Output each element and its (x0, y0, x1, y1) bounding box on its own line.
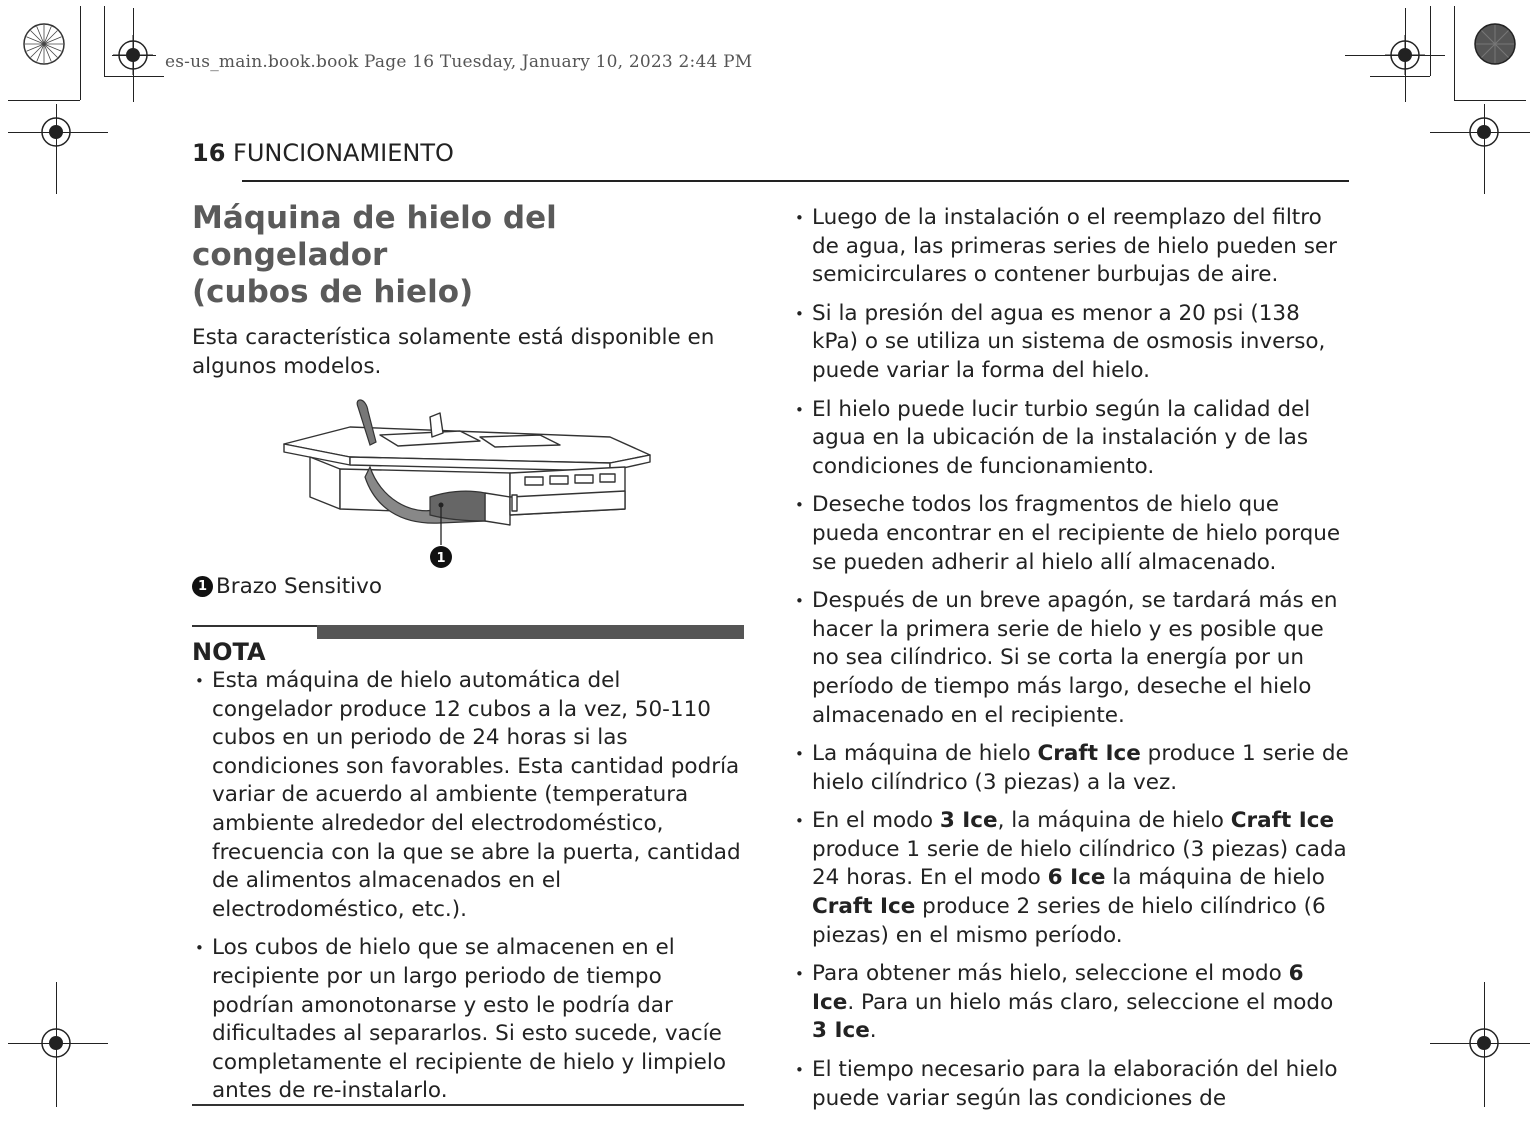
bold-term: 3 Ice (812, 1018, 870, 1044)
figure-caption (192, 572, 752, 601)
bold-term: 3 Ice (939, 808, 998, 834)
text-run: , la máquina de hielo (997, 808, 1231, 834)
text-run: . (869, 1018, 877, 1044)
bold-term: Craft Ice (1037, 741, 1141, 767)
right-column (792, 204, 1352, 1123)
registration-mark-icon (113, 35, 153, 75)
note-item: • Los cubos de hielo que se almacenen en el recipiente por un largo periodo de tiempo podrían amonotonarse y esto le podría dar dificultades al separarlos. Si esto sucede, vacíe completamente el recipiente de hielo y limpielo antes de re-instalarlo. (192, 934, 744, 1106)
print-slug: es-us_main.book.book Page 16 Tuesday, January 10, 2023 2:44 PM (165, 52, 753, 72)
left-column (192, 200, 752, 1116)
registration-mark-icon (36, 112, 76, 152)
list-item-ice-modes (792, 807, 1352, 950)
note-bottom-rule (192, 1104, 744, 1106)
registration-mark-icon (36, 1023, 76, 1063)
list-item-mode-select (792, 960, 1352, 1046)
list-item-craft-ice (792, 740, 1352, 797)
color-rosette-dark-icon (1473, 22, 1517, 66)
section-title-line1: Máquina de hielo del congelador (192, 200, 557, 273)
text-run: produce 1 serie de hielo cilíndrico (3 piezas) a la vez. (812, 741, 1349, 795)
section-name: FUNCIONAMIENTO (233, 139, 454, 167)
bold-term: 6 Ice (1047, 865, 1106, 891)
text-run: Para obtener más hielo, seleccione el modo (812, 961, 1289, 987)
text-run: En el modo (812, 808, 940, 834)
list-item: • El hielo puede lucir turbio según la calidad del agua en la ubicación de la instalación y de las condiciones de funcionamiento. (792, 396, 1352, 482)
bold-term: Craft Ice (1230, 808, 1335, 834)
right-bullet-list (792, 204, 1352, 1113)
registration-mark-icon (1385, 35, 1425, 75)
note-rule-thick (317, 625, 744, 639)
list-item: • El tiempo necesario para la elaboración del hielo puede variar según las condiciones de (792, 1056, 1352, 1113)
caption-number: 1 (192, 576, 213, 597)
text-run: La máquina de hielo (812, 741, 1038, 767)
text-run: produce 1 serie de hielo cilíndrico (3 piezas) cada 24 horas. En el modo (812, 836, 1347, 891)
text-run: la máquina de hielo (1105, 865, 1325, 891)
note-rule-thin (192, 625, 317, 627)
color-rosette-icon (22, 22, 66, 66)
list-item: • Si la presión del agua es menor a 20 psi (138 kPa) o se utiliza un sistema de osmosis inverso, puede variar la forma del hielo. (792, 300, 1352, 386)
note-box (192, 625, 744, 1106)
bold-term: Craft Ice (812, 894, 916, 920)
registration-mark-icon (1464, 112, 1504, 152)
note-item: • Esta máquina de hielo automática del congelador produce 12 cubos a la vez, 50-110 cubos en un periodo de 24 horas si las condiciones son favorables. Esta cantidad podría variar de acuerdo al ambiente (temperatura ambiente alrededor del electrodoméstico, frecuencia con la que se abre la puerta, cantidad de alimentos almacenados en el electrodoméstico, etc.). (192, 667, 744, 924)
ice-maker-figure (280, 397, 660, 572)
text-run: . Para un hielo más claro, seleccione el modo (847, 989, 1334, 1015)
section-title-line2: (cubos de hielo) (192, 274, 474, 310)
note-title: NOTA (192, 638, 266, 666)
running-head (192, 139, 454, 167)
caption-text: Brazo Sensitivo (216, 574, 382, 599)
list-item: • Luego de la instalación o el reemplazo del filtro de agua, las primeras series de hielo pueden ser semicirculares o contener burbujas de aire. (792, 204, 1352, 290)
figure-callout-number: 1 (436, 551, 446, 566)
bold-term: 6 Ice (812, 961, 1304, 1015)
registration-mark-icon (1464, 1023, 1504, 1063)
text-run: produce 2 series de hielo cilíndrico (6 piezas) en el mismo período. (812, 894, 1326, 948)
header-rule (242, 180, 1349, 182)
list-item: • Deseche todos los fragmentos de hielo que pueda encontrar en el recipiente de hielo porque se pueden adherir al hielo allí almacenado. (792, 491, 1352, 577)
section-title (192, 200, 752, 311)
ice-maker-illustration (280, 397, 660, 572)
intro-text: Esta característica solamente está disponible en algunos modelos. (192, 325, 715, 379)
page-number: 16 (192, 139, 226, 167)
note-list (192, 667, 744, 1106)
list-item: • Después de un breve apagón, se tardará más en hacer la primera serie de hielo y es posible que no sea cilíndrico. Si se corta la energía por un período de tiempo más largo, deseche el hielo almacenado en el recipiente. (792, 587, 1352, 730)
